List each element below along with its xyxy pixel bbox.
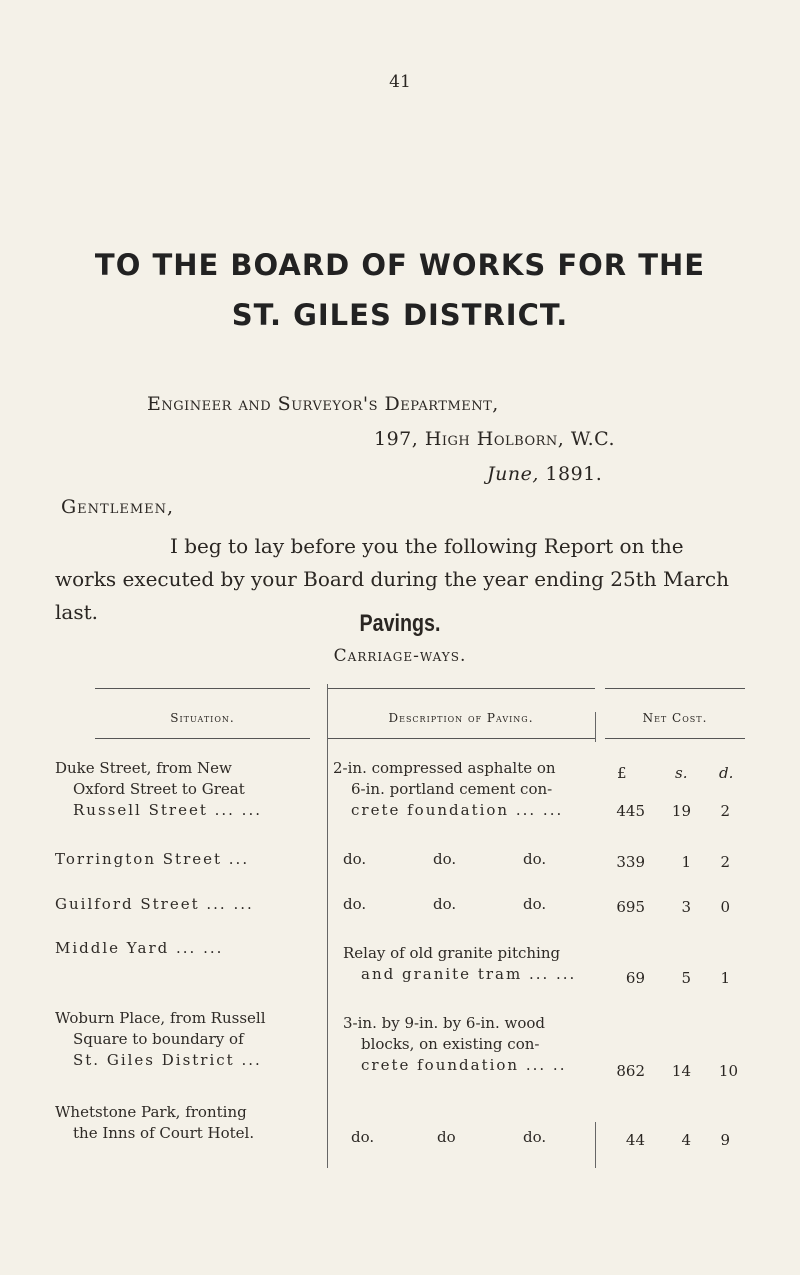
description-cell xyxy=(343,943,595,985)
description-do: do. xyxy=(523,850,547,868)
header-situation: Situation. xyxy=(170,711,235,725)
situation-line: Whetstone Park, fronting xyxy=(55,1103,247,1121)
situation-line: Duke Street, from New xyxy=(55,759,232,777)
title-line-1: TO THE BOARD OF WORKS FOR THE xyxy=(94,248,706,282)
description-do: do. xyxy=(343,895,367,913)
description-line: 3-in. by 9-in. by 6-in. wood xyxy=(343,1014,546,1032)
cost-pounds: 69 xyxy=(625,969,645,987)
description-do: do. xyxy=(433,850,457,868)
header-description: Description of Paving. xyxy=(388,711,534,725)
cost-shillings: 5 xyxy=(681,969,691,987)
column-divider xyxy=(327,684,328,1168)
situation-line: Woburn Place, from Russell xyxy=(55,1009,266,1027)
column-divider xyxy=(595,1122,596,1168)
description-do: do. xyxy=(523,895,547,913)
cost-pence: 0 xyxy=(720,898,730,916)
table-row xyxy=(55,938,320,959)
situation-line: Square to boundary of xyxy=(73,1030,244,1048)
situation-line: Torrington Street ... xyxy=(55,850,250,868)
table-row xyxy=(55,894,320,915)
header-bottom-rule xyxy=(95,738,310,739)
salutation: Gentlemen, xyxy=(61,496,175,518)
cost-pence: 1 xyxy=(720,969,730,987)
cost-pounds: 695 xyxy=(616,898,645,916)
cost-pounds: 862 xyxy=(616,1062,645,1080)
cost-pounds: 44 xyxy=(625,1131,645,1149)
cost-pence: 9 xyxy=(720,1131,730,1149)
situation-line: St. Giles District ... xyxy=(73,1051,262,1069)
cost-shillings: 19 xyxy=(671,802,691,820)
situation-line: Guilford Street ... ... xyxy=(55,895,254,913)
cost-shillings: 4 xyxy=(681,1131,691,1149)
description-do: do xyxy=(437,1128,456,1146)
paving-table xyxy=(55,682,745,1167)
description-line: crete foundation ... .. xyxy=(361,1056,567,1074)
date-month: June, xyxy=(487,463,539,485)
header-net-cost: Net Cost. xyxy=(642,711,708,725)
description-line: and granite tram ... ... xyxy=(361,965,577,983)
table-row xyxy=(55,758,320,821)
section-heading: Pavings. xyxy=(359,610,441,637)
cost-shillings: 1 xyxy=(681,853,691,871)
cost-shillings: 14 xyxy=(671,1062,691,1080)
description-line: Relay of old granite pitching xyxy=(343,944,561,962)
cost-pence: 2 xyxy=(720,853,730,871)
table-row xyxy=(55,1008,320,1071)
letter-date xyxy=(487,463,602,485)
header-bottom-rule xyxy=(327,738,595,739)
title-line-2: ST. GILES DISTRICT. xyxy=(231,298,569,332)
department-line: Engineer and Surveyor's Department, xyxy=(147,393,499,415)
cost-pounds: 445 xyxy=(616,802,645,820)
unit-pounds: £ xyxy=(617,764,627,782)
description-do: do. xyxy=(351,1128,375,1146)
description-do: do. xyxy=(343,850,367,868)
cost-pence: 10 xyxy=(718,1062,738,1080)
top-rule xyxy=(605,688,745,689)
opening-paragraph: I beg to lay before you the following Report on the works executed by your Board during the year ending 25th March last. xyxy=(55,534,730,624)
unit-shillings: s. xyxy=(675,764,688,782)
situation-line: the Inns of Court Hotel. xyxy=(73,1124,255,1142)
situation-line: Oxford Street to Great xyxy=(73,780,245,798)
subsection-heading: Carriage-ways. xyxy=(333,646,467,666)
cost-pence: 2 xyxy=(720,802,730,820)
page-number: 41 xyxy=(389,72,411,92)
unit-pence: d. xyxy=(719,764,734,782)
description-cell xyxy=(333,758,595,821)
description-cell xyxy=(343,1013,595,1076)
cost-pounds: 339 xyxy=(616,853,645,871)
column-divider xyxy=(595,712,596,742)
table-row xyxy=(55,1102,320,1144)
description-do: do. xyxy=(433,895,457,913)
header-bottom-rule xyxy=(605,738,745,739)
top-rule xyxy=(327,688,595,689)
description-line: 2-in. compressed asphalte on xyxy=(333,759,556,777)
description-line: blocks, on existing con- xyxy=(361,1035,540,1053)
street-address: 197, High Holborn, W.C. xyxy=(374,428,616,450)
cost-shillings: 3 xyxy=(681,898,691,916)
description-do: do. xyxy=(523,1128,547,1146)
situation-line: Russell Street ... ... xyxy=(73,801,262,819)
date-year: 1891. xyxy=(538,463,603,485)
description-line: crete foundation ... ... xyxy=(351,801,564,819)
top-rule xyxy=(95,688,310,689)
description-line: 6-in. portland cement con- xyxy=(351,780,553,798)
table-row xyxy=(55,849,320,870)
situation-line: Middle Yard ... ... xyxy=(55,939,224,957)
